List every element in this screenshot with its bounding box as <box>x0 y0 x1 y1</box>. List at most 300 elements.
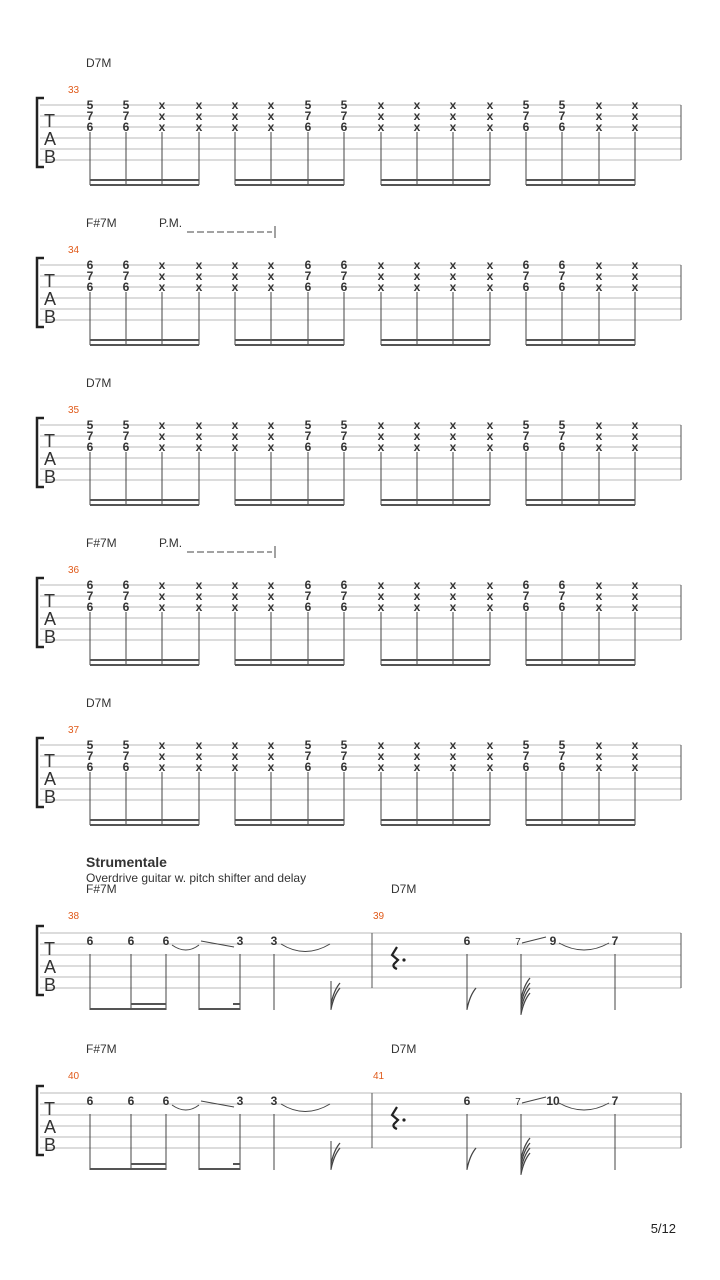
fret-number: 7 <box>304 429 312 443</box>
section-title: Strumentale <box>86 854 167 870</box>
fret-number: x <box>195 109 203 123</box>
tab-system-36 <box>37 536 681 665</box>
fret-number: x <box>231 269 239 283</box>
fret-number: x <box>631 600 639 614</box>
fret-number: x <box>595 760 603 774</box>
fret-number: x <box>267 738 275 752</box>
fret-number: 6 <box>162 934 170 948</box>
fret-number: 7 <box>340 589 348 603</box>
fret-number: x <box>413 258 421 272</box>
chord-symbol: F#7M <box>86 1042 117 1056</box>
fret-number: 6 <box>558 258 566 272</box>
fret-number: 7 <box>340 269 348 283</box>
system-bracket <box>37 418 44 487</box>
fret-number: x <box>486 600 494 614</box>
fret-number: 9 <box>549 934 557 948</box>
fret-number: x <box>267 589 275 603</box>
fret-number: x <box>195 589 203 603</box>
fret-number: x <box>413 429 421 443</box>
fret-number: 3 <box>270 934 278 948</box>
fret-number: 6 <box>86 120 94 134</box>
system-bracket <box>37 258 44 327</box>
fret-number: x <box>267 280 275 294</box>
fret-number: x <box>158 98 166 112</box>
fret-number: x <box>267 120 275 134</box>
fret-number: 10 <box>546 1094 560 1108</box>
fret-number: 6 <box>86 934 94 948</box>
fret-number: 6 <box>304 280 312 294</box>
fret-number: 6 <box>340 760 348 774</box>
fret-number: x <box>595 109 603 123</box>
fret-number: x <box>595 600 603 614</box>
fret-number: 5 <box>86 738 94 752</box>
tab-clef-t: T <box>44 111 55 131</box>
fret-number: x <box>449 98 457 112</box>
fret-number: x <box>595 418 603 432</box>
fret-number: x <box>195 738 203 752</box>
fret-number: 6 <box>340 578 348 592</box>
tie <box>281 944 330 952</box>
fret-number: x <box>267 109 275 123</box>
fret-number: x <box>631 440 639 454</box>
fret-number: x <box>267 440 275 454</box>
fret-number: 6 <box>122 600 130 614</box>
fret-number: x <box>377 418 385 432</box>
fret-number: x <box>486 258 494 272</box>
fret-number: 5 <box>340 98 348 112</box>
fret-number: x <box>195 280 203 294</box>
fret-number: x <box>377 429 385 443</box>
tab-clef-b: B <box>44 787 57 807</box>
fret-number: 6 <box>340 280 348 294</box>
fret-number: 7 <box>122 749 130 763</box>
fret-number: x <box>377 738 385 752</box>
fret-number: x <box>449 258 457 272</box>
fret-number: 6 <box>304 578 312 592</box>
fret-number: 7 <box>86 269 94 283</box>
measure-number: 40 <box>68 1071 80 1082</box>
chord-symbol: D7M <box>391 882 417 896</box>
fret-number: x <box>231 738 239 752</box>
fret-number: x <box>631 749 639 763</box>
fret-number: 6 <box>86 578 94 592</box>
tab-system-34 <box>37 216 681 345</box>
fret-number: x <box>413 738 421 752</box>
fret-number: x <box>595 578 603 592</box>
fret-number: x <box>195 760 203 774</box>
fret-number: 5 <box>304 98 312 112</box>
fret-number: x <box>595 98 603 112</box>
tab-clef-t: T <box>44 1099 55 1119</box>
rest-dot <box>402 958 405 961</box>
fret-number: x <box>158 258 166 272</box>
fret-number: 6 <box>558 440 566 454</box>
fret-number: x <box>377 98 385 112</box>
fret-number: x <box>449 760 457 774</box>
fret-number: 5 <box>522 98 530 112</box>
fret-number: x <box>377 578 385 592</box>
fret-number: 5 <box>558 98 566 112</box>
palm-mute-label: P.M. <box>159 216 183 230</box>
fret-number: x <box>595 749 603 763</box>
fret-number: 6 <box>340 258 348 272</box>
fret-number: x <box>595 280 603 294</box>
fret-number: 7 <box>304 589 312 603</box>
tab-clef-b: B <box>44 627 57 647</box>
measure-number: 35 <box>68 405 80 416</box>
measure-number: 36 <box>68 565 80 576</box>
measure-number: 41 <box>373 1071 385 1082</box>
fret-number: x <box>449 749 457 763</box>
fret-number: x <box>158 600 166 614</box>
tab-clef-t: T <box>44 939 55 959</box>
note-flag <box>331 1143 340 1164</box>
fret-number: 6 <box>127 1094 135 1108</box>
tab-clef-a: A <box>44 769 57 789</box>
fret-number: x <box>595 429 603 443</box>
fret-number: 6 <box>340 440 348 454</box>
fret-number: x <box>486 280 494 294</box>
fret-number: 7 <box>304 109 312 123</box>
fret-number: x <box>195 429 203 443</box>
fret-number: 6 <box>522 440 530 454</box>
fret-number: x <box>413 418 421 432</box>
fret-number: 6 <box>463 934 471 948</box>
fret-number: 6 <box>122 578 130 592</box>
fret-number: x <box>449 440 457 454</box>
chord-symbol: D7M <box>86 56 112 70</box>
chord-symbol: F#7M <box>86 536 117 550</box>
fret-number: x <box>158 440 166 454</box>
fret-number: 6 <box>122 280 130 294</box>
fret-number: x <box>267 749 275 763</box>
fret-number: 7 <box>558 109 566 123</box>
fret-number: 7 <box>340 109 348 123</box>
fret-number: x <box>195 120 203 134</box>
fret-number: x <box>486 578 494 592</box>
fret-number: 6 <box>522 280 530 294</box>
fret-number: x <box>631 418 639 432</box>
fret-number: x <box>195 258 203 272</box>
fret-number: 7 <box>122 109 130 123</box>
fret-number: x <box>631 429 639 443</box>
fret-number: 5 <box>86 418 94 432</box>
fret-number: x <box>449 418 457 432</box>
fret-number: 6 <box>558 120 566 134</box>
fret-number: x <box>631 269 639 283</box>
fret-number: 6 <box>463 1094 471 1108</box>
fret-number: 3 <box>270 1094 278 1108</box>
system-bracket <box>37 578 44 647</box>
fret-number: x <box>377 749 385 763</box>
fret-number: x <box>413 749 421 763</box>
fret-number: x <box>195 578 203 592</box>
fret-number: x <box>413 600 421 614</box>
fret-number: 3 <box>236 934 244 948</box>
fret-number: x <box>377 600 385 614</box>
fret-number: x <box>413 120 421 134</box>
fret-number: 5 <box>340 738 348 752</box>
fret-number: x <box>631 738 639 752</box>
tie <box>172 1105 199 1110</box>
fret-number: 6 <box>86 760 94 774</box>
fret-number: 5 <box>304 738 312 752</box>
fret-number: x <box>158 269 166 283</box>
system-bracket <box>37 926 44 995</box>
fret-number: x <box>486 109 494 123</box>
fret-number: 6 <box>340 120 348 134</box>
fret-number: x <box>231 589 239 603</box>
fret-number: 5 <box>340 418 348 432</box>
fret-number: x <box>231 98 239 112</box>
measure-number: 37 <box>68 725 80 736</box>
fret-number: 6 <box>522 760 530 774</box>
fret-number: 7 <box>522 109 530 123</box>
fret-number: x <box>449 109 457 123</box>
tab-clef-b: B <box>44 147 57 167</box>
tab-clef-a: A <box>44 609 57 629</box>
page-number: 5/12 <box>650 1221 676 1236</box>
fret-number: x <box>158 760 166 774</box>
fret-number: x <box>231 440 239 454</box>
fret-number: x <box>449 429 457 443</box>
fret-number: x <box>195 600 203 614</box>
fret-number: x <box>377 280 385 294</box>
fret-number: x <box>413 760 421 774</box>
tie <box>281 1104 330 1112</box>
note-flag <box>331 983 340 1004</box>
fret-number: x <box>195 269 203 283</box>
fret-number: x <box>631 280 639 294</box>
tab-system-37 <box>37 696 681 825</box>
fret-number: x <box>595 258 603 272</box>
fret-number: x <box>449 280 457 294</box>
fret-number: x <box>595 589 603 603</box>
fret-number: x <box>486 418 494 432</box>
note-flag <box>467 1148 476 1169</box>
fret-number: 6 <box>304 120 312 134</box>
fret-number: x <box>486 120 494 134</box>
fret-number: x <box>449 600 457 614</box>
fret-number: x <box>267 760 275 774</box>
fret-number: 7 <box>558 429 566 443</box>
fret-number: 7 <box>304 269 312 283</box>
lead-system-40 <box>37 1042 681 1175</box>
fret-number: 7 <box>558 749 566 763</box>
chord-symbol: D7M <box>391 1042 417 1056</box>
fret-number: x <box>486 589 494 603</box>
tab-system-35 <box>37 376 681 505</box>
fret-number: x <box>195 98 203 112</box>
fret-number: x <box>413 98 421 112</box>
note-flag <box>467 988 476 1009</box>
fret-number: 7 <box>122 589 130 603</box>
fret-number: 6 <box>558 280 566 294</box>
fret-number: x <box>486 98 494 112</box>
fret-number: x <box>267 98 275 112</box>
fret-number: x <box>486 429 494 443</box>
fret-number: x <box>231 429 239 443</box>
fret-number: 6 <box>304 258 312 272</box>
fret-number: 5 <box>522 738 530 752</box>
fret-number: 5 <box>558 738 566 752</box>
fret-number: 7 <box>522 269 530 283</box>
fret-number: x <box>486 440 494 454</box>
fret-number: 7 <box>122 269 130 283</box>
chord-symbol: D7M <box>86 376 112 390</box>
chord-symbol: D7M <box>86 696 112 710</box>
fret-number: x <box>267 418 275 432</box>
fret-number: x <box>158 429 166 443</box>
fret-number: x <box>267 269 275 283</box>
fret-number: 6 <box>522 578 530 592</box>
tab-system-33 <box>37 56 681 185</box>
fret-number: 7 <box>122 429 130 443</box>
fret-number: 7 <box>86 749 94 763</box>
fret-number: 6 <box>86 258 94 272</box>
fret-number: x <box>631 98 639 112</box>
fret-number: x <box>195 418 203 432</box>
fret-number: x <box>231 109 239 123</box>
fret-number: x <box>449 120 457 134</box>
fret-number: x <box>158 578 166 592</box>
rest-dot <box>402 1118 405 1121</box>
measure-number: 39 <box>373 911 385 922</box>
tab-clef-b: B <box>44 307 57 327</box>
fret-number: x <box>377 589 385 603</box>
fret-number: 7 <box>86 589 94 603</box>
tab-clef-t: T <box>44 591 55 611</box>
fret-number: x <box>231 760 239 774</box>
fret-number: x <box>413 440 421 454</box>
fret-number: x <box>631 760 639 774</box>
fret-number: 5 <box>122 418 130 432</box>
fret-number: 6 <box>86 280 94 294</box>
fret-number: x <box>195 440 203 454</box>
fret-number: x <box>413 280 421 294</box>
fret-number: 6 <box>127 934 135 948</box>
fret-number: x <box>377 440 385 454</box>
fret-number: x <box>486 269 494 283</box>
system-bracket <box>37 98 44 167</box>
fret-number: x <box>449 269 457 283</box>
fret-number: x <box>195 749 203 763</box>
fret-number: x <box>267 258 275 272</box>
fret-number: 7 <box>304 749 312 763</box>
fret-number: 7 <box>558 589 566 603</box>
fret-number: 5 <box>122 98 130 112</box>
fret-number: 5 <box>86 98 94 112</box>
fret-number: x <box>449 738 457 752</box>
measure-number: 33 <box>68 85 80 96</box>
fret-number: 7 <box>611 934 619 948</box>
system-bracket <box>37 738 44 807</box>
fret-number: x <box>231 578 239 592</box>
fret-number: x <box>377 269 385 283</box>
tab-clef-b: B <box>44 975 57 995</box>
fret-number: x <box>231 600 239 614</box>
fret-number: x <box>231 749 239 763</box>
fret-number: x <box>595 120 603 134</box>
fret-number: x <box>158 418 166 432</box>
tab-clef-a: A <box>44 957 57 977</box>
fret-number: 6 <box>122 120 130 134</box>
tab-clef-a: A <box>44 1117 57 1137</box>
fret-number: 5 <box>122 738 130 752</box>
chord-symbol: F#7M <box>86 216 117 230</box>
fret-number: 5 <box>304 418 312 432</box>
fret-number: x <box>413 589 421 603</box>
fret-number: 6 <box>558 760 566 774</box>
fret-number: x <box>631 120 639 134</box>
fret-number: x <box>595 440 603 454</box>
measure-number: 38 <box>68 911 80 922</box>
fret-number: 7 <box>611 1094 619 1108</box>
fret-number: 7 <box>522 429 530 443</box>
fret-number: x <box>486 760 494 774</box>
fret-number: 6 <box>522 258 530 272</box>
slide <box>522 1097 546 1103</box>
fret-number: x <box>377 109 385 123</box>
fret-number: 6 <box>340 600 348 614</box>
fret-number: x <box>631 589 639 603</box>
fret-number: x <box>449 578 457 592</box>
fret-number: x <box>158 738 166 752</box>
tab-clef-a: A <box>44 129 57 149</box>
tab-clef-b: B <box>44 1135 57 1155</box>
fret-number: 7 <box>515 937 521 948</box>
fret-number: x <box>231 120 239 134</box>
fret-number: 7 <box>86 109 94 123</box>
section-subtitle: Overdrive guitar w. pitch shifter and delay <box>86 871 307 885</box>
fret-number: 6 <box>122 440 130 454</box>
fret-number: x <box>486 738 494 752</box>
fret-number: x <box>231 280 239 294</box>
fret-number: 6 <box>558 600 566 614</box>
slide <box>522 937 546 943</box>
fret-number: 6 <box>86 440 94 454</box>
fret-number: 7 <box>515 1097 521 1108</box>
fret-number: 7 <box>558 269 566 283</box>
fret-number: x <box>267 578 275 592</box>
chord-symbol: F#7M <box>86 882 117 896</box>
fret-number: x <box>449 589 457 603</box>
tab-clef-a: A <box>44 449 57 469</box>
fret-number: 3 <box>236 1094 244 1108</box>
tab-clef-a: A <box>44 289 57 309</box>
fret-number: x <box>413 109 421 123</box>
tab-clef-t: T <box>44 751 55 771</box>
fret-number: x <box>158 280 166 294</box>
fret-number: 7 <box>340 749 348 763</box>
tab-clef-b: B <box>44 467 57 487</box>
tab-clef-t: T <box>44 271 55 291</box>
tie <box>172 945 199 950</box>
fret-number: 6 <box>122 760 130 774</box>
fret-number: x <box>595 269 603 283</box>
fret-number: x <box>231 258 239 272</box>
tab-clef-t: T <box>44 431 55 451</box>
fret-number: 6 <box>86 1094 94 1108</box>
palm-mute-label: P.M. <box>159 536 183 550</box>
fret-number: x <box>631 258 639 272</box>
fret-number: x <box>158 109 166 123</box>
fret-number: x <box>486 749 494 763</box>
fret-number: x <box>377 120 385 134</box>
system-bracket <box>37 1086 44 1155</box>
fret-number: 7 <box>340 429 348 443</box>
fret-number: 6 <box>522 600 530 614</box>
